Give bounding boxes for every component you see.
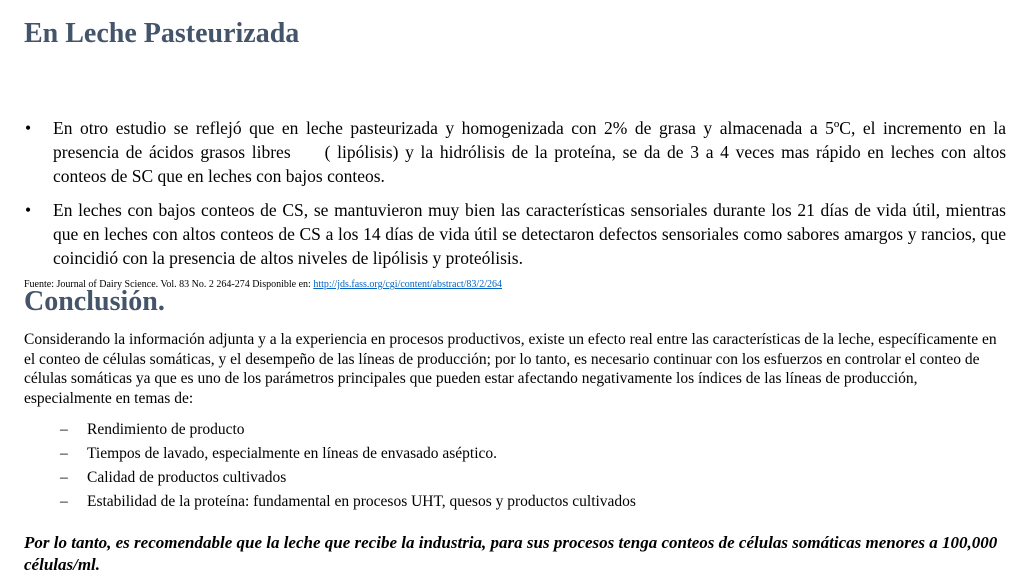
conclusion-title: Conclusión. [24, 286, 165, 317]
dash-marker: – [60, 469, 68, 486]
conclusion-item-text: Calidad de productos cultivados [87, 469, 287, 486]
bullet-list [24, 116, 1006, 280]
source-link[interactable]: http://jds.fass.org/cgi/content/abstract/83/2/264 [313, 279, 502, 290]
bullet-text: En otro estudio se reflejó que en leche pasteurizada y homogenizada con 2% de grasa y almacenada a 5ºC, el incremento en la presencia de ácidos grasos libres [53, 118, 1006, 162]
page-title: En Leche Pasteurizada [24, 18, 300, 49]
bullet-text: En leches con bajos conteos de CS, se mantuvieron muy bien las características sensoriales durante los 21 días de vida útil, mientras que en leches con altos conteos de CS a los 14 días de vida útil se detectaron defectos sensoriales como sabores amargos y rancios, que coincidió con la presencia de altos niveles de lipólisis y proteólisis. [53, 200, 1006, 268]
conclusion-list-item [60, 418, 636, 442]
source-text: Fuente: Journal of Dairy Science. Vol. 83 No. 2 264-274 Disponible en: [24, 279, 314, 290]
conclusion-item-text: Estabilidad de la proteína: fundamental en procesos UHT, quesos y productos cultivados [87, 493, 636, 510]
bullet-item [24, 116, 1006, 188]
dash-marker: – [60, 445, 68, 462]
bullet-dot: • [25, 118, 32, 138]
conclusion-list-item [60, 466, 636, 490]
conclusion-body: Considerando la información adjunta y a la experiencia en procesos productivos, existe un efecto real entre las características de la leche, específicamente en el conteo de células somáticas, y el desempeño de las líneas de producción; por lo tanto, es necesario continuar con los esfuerzos en controlar el conteo de células somáticas ya que es uno de los parámetros principales que pueden estar afectando negativamente los índices de las líneas de producción, especialmente en temas de: [24, 331, 997, 407]
conclusion-item-text: Tiempos de lavado, especialmente en líneas de envasado aséptico. [87, 445, 498, 462]
bullet-text: ( lipólisis) y la hidrólisis de la proteína, se da de 3 a 4 veces mas rápido en leches con altos conteos de SC que en leches con bajos conteos. [53, 142, 1007, 186]
dash-marker: – [60, 493, 68, 510]
bullet-dot: • [25, 200, 32, 220]
conclusion-item-text: Rendimiento de producto [87, 421, 245, 438]
bullet-item [24, 198, 1006, 270]
conclusion-list [60, 418, 636, 514]
conclusion-list-item [60, 490, 636, 514]
dash-marker: – [60, 421, 68, 438]
conclusion-list-item [60, 442, 636, 466]
final-recommendation: Por lo tanto, es recomendable que la leche que recibe la industria, para sus procesos tenga conteos de células somáticas menores a 100,000 células/ml. [24, 533, 998, 574]
